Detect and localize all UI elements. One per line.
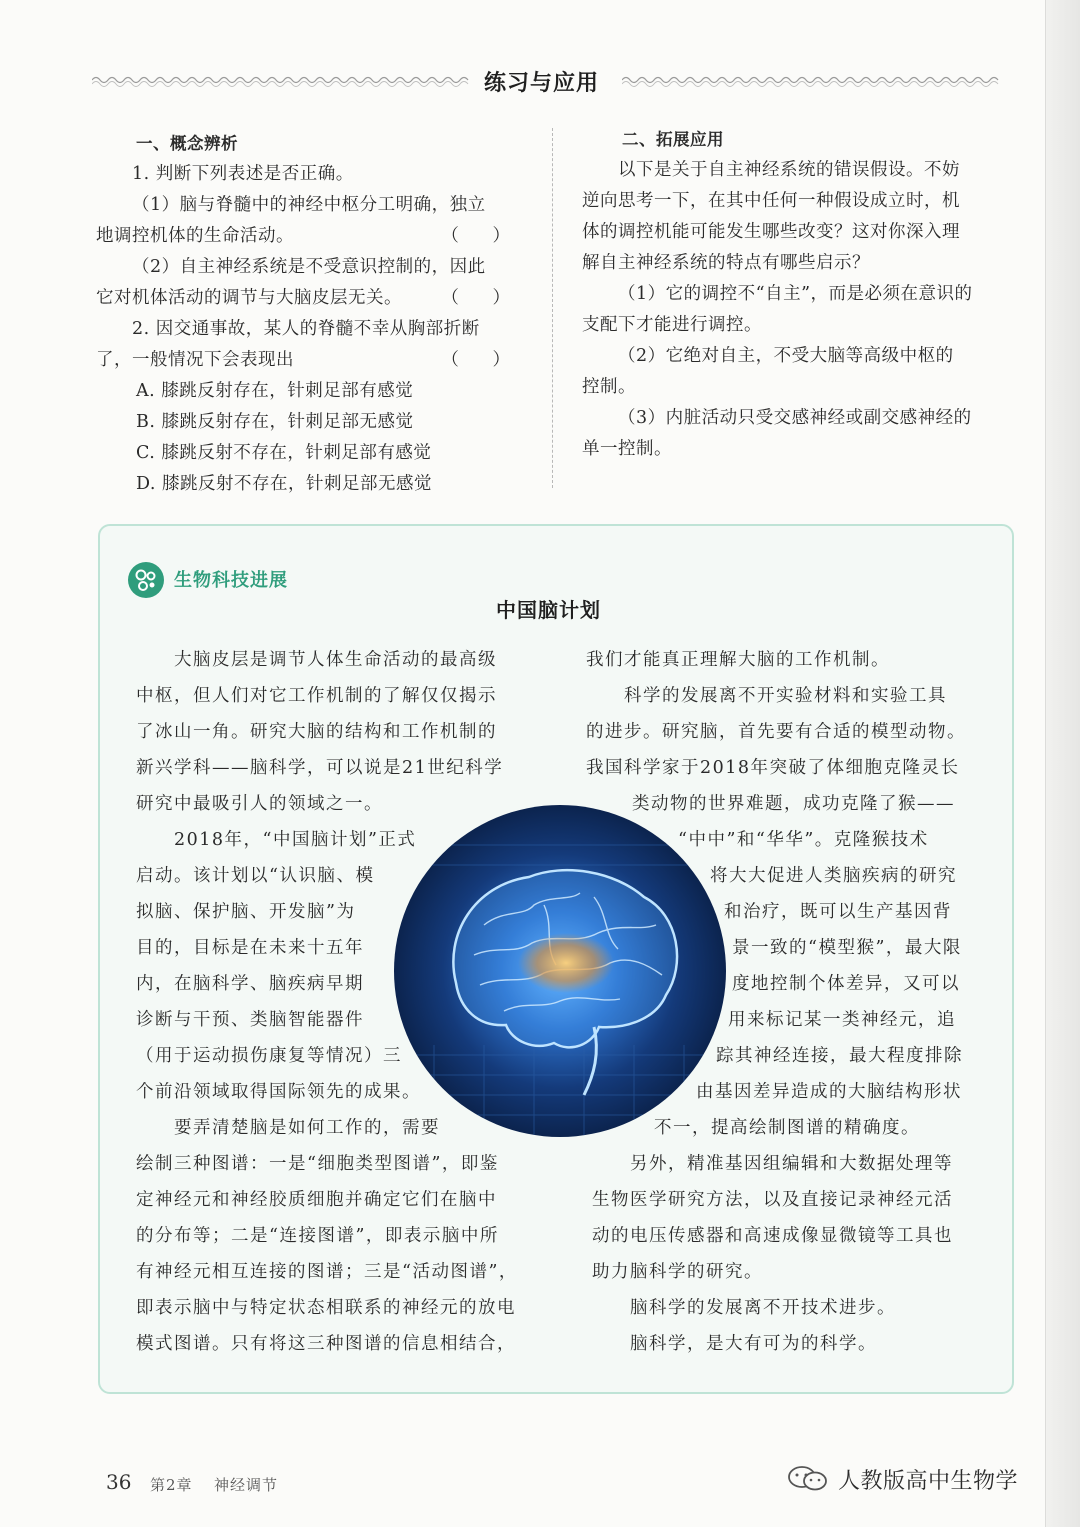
article-right-line: 的进步。研究脑，首先要有合适的模型动物。 (586, 722, 966, 742)
article-left-line: 新兴学科——脑科学，可以说是21世纪科学 (136, 758, 504, 778)
article-right-line: 度地控制个体差异，又可以 (732, 974, 960, 994)
article-right-line: 我们才能真正理解大脑的工作机制。 (586, 650, 890, 670)
option-b: B. 膝跳反射存在，针刺足部无感觉 (136, 412, 414, 432)
article-left-line: 目的，目标是在未来十五年 (136, 938, 364, 958)
question-1b-line2: 它对机体活动的调节与大脑皮层无关。 (96, 288, 402, 308)
article-left-line: 绘制三种图谱：一是“细胞类型图谱”，即鉴 (136, 1154, 499, 1174)
article-left-line: 了冰山一角。研究大脑的结构和工作机制的 (136, 722, 497, 742)
section-label: 神经调节 (214, 1476, 279, 1494)
concept-analysis-section (96, 128, 526, 500)
page-edge (1045, 0, 1080, 1527)
article-right-line: 另外，精准基因组编辑和大数据处理等 (592, 1154, 953, 1174)
article-right-line: 和治疗，既可以生产基因背 (724, 902, 952, 922)
option-c: C. 膝跳反射不存在，针刺足部有感觉 (136, 443, 432, 463)
article-right-line: 类动物的世界难题，成功克隆了猴—— (632, 794, 955, 814)
article-left-line: 要弄清楚脑是如何工作的，需要 (136, 1118, 440, 1138)
answer-blank-2: （ ） (441, 350, 524, 370)
article-right-line: 科学的发展离不开实验材料和实验工具 (586, 686, 947, 706)
extension-intro-line3: 体的调控机能可能发生哪些改变？这对你深入理 (582, 222, 960, 242)
article-left-line: 个前沿领域取得国际领先的成果。 (136, 1082, 421, 1102)
question-1b-line1: （2）自主神经系统是不受意识控制的，因此 (132, 257, 486, 277)
article-left-line: 内，在脑科学、脑疾病早期 (136, 974, 364, 994)
question-1a-line2-row (96, 221, 526, 252)
article-left-text (136, 642, 518, 1362)
article-right-line: 景一致的“模型猴”，最大限 (732, 938, 962, 958)
chapter-label: 第2章 (150, 1476, 193, 1494)
hypothesis-2-line1: （2）它绝对自主，不受大脑等高级中枢的 (618, 346, 954, 366)
question-1a-line2: 地调控机体的生命活动。 (96, 226, 294, 246)
article-left-line: 中枢，但人们对它工作机制的了解仅仅揭示 (136, 686, 497, 706)
article-left-line: 启动。该计划以“认识脑、模 (136, 866, 375, 886)
hypothesis-1-line1: （1）它的调控不“自主”，而是必须在意识的 (618, 284, 973, 304)
article-right-line: “中中”和“华华”。克隆猴技术 (678, 830, 929, 850)
extension-intro-line4: 解自主神经系统的特点有哪些启示？ (582, 253, 870, 273)
article-left-line: 模式图谱。只有将这三种图谱的信息相结合， (136, 1334, 516, 1354)
page-number: 36 (106, 1470, 132, 1494)
article-right-line: 由基因差异造成的大脑结构形状 (696, 1082, 962, 1102)
option-d: D. 膝跳反射不存在，针刺足部无感觉 (136, 474, 433, 494)
article-right-line: 将大大促进人类脑疾病的研究 (710, 866, 957, 886)
header-wave-left (92, 70, 472, 90)
hypothesis-3-line2: 单一控制。 (582, 439, 672, 459)
wechat-icon (786, 1464, 830, 1492)
biotech-icon (128, 562, 164, 598)
article-right-line: 踪其神经连接，最大程度排除 (716, 1046, 963, 1066)
article-right-line: 不一，提高绘制图谱的精确度。 (654, 1118, 920, 1138)
question-1a-line1: （1）脑与脊髓中的神经中枢分工明确，独立 (132, 195, 486, 215)
section-title: 练习与应用 (484, 71, 600, 96)
extension-intro-line1: 以下是关于自主神经系统的错误假设。不妨 (618, 160, 960, 180)
question-2-line2-row (96, 345, 526, 376)
article-left-line: 拟脑、保护脑、开发脑”为 (136, 902, 356, 922)
article-right-line: 动的电压传感器和高速成像显微镜等工具也 (592, 1226, 953, 1246)
question-1: 1. 判断下列表述是否正确。 (132, 164, 354, 184)
extension-section (582, 124, 1010, 465)
concept-analysis-heading: 一、概念辨析 (136, 134, 238, 153)
extension-intro-line2: 逆向思考一下，在其中任何一种假设成立时，机 (582, 191, 960, 211)
article-right-line: 脑科学，是大有可为的科学。 (592, 1334, 877, 1354)
hypothesis-3-line1: （3）内脏活动只受交感神经或副交感神经的 (618, 408, 972, 428)
article-right-line: 生物医学研究方法，以及直接记录神经元活 (592, 1190, 953, 1210)
article-left-line: 即表示脑中与特定状态相联系的神经元的放电 (136, 1298, 516, 1318)
header-wave-right (622, 70, 1004, 90)
article-left-line: 诊断与干预、类脑智能器件 (136, 1010, 364, 1030)
article-left-line: 大脑皮层是调节人体生命活动的最高级 (136, 650, 497, 670)
article-right-text (586, 642, 966, 1362)
article-left-line: （用于运动损伤康复等情况）三 (136, 1046, 402, 1066)
article-left-line: 定神经元和神经胶质细胞并确定它们在脑中 (136, 1190, 497, 1210)
hypothesis-1-line2: 支配下才能进行调控。 (582, 315, 762, 335)
question-1b-line2-row (96, 283, 526, 314)
article-left-line: 研究中最吸引人的领域之一。 (136, 794, 383, 814)
column-divider (552, 128, 553, 488)
article-left-line: 的分布等；二是“连接图谱”，即表示脑中所 (136, 1226, 499, 1246)
article-right-line: 脑科学的发展离不开技术进步。 (592, 1298, 896, 1318)
question-2-line2: 了，一般情况下会表现出 (96, 350, 294, 370)
article-right-line: 用来标记某一类神经元，追 (728, 1010, 956, 1030)
article-right-line: 助力脑科学的研究。 (592, 1262, 763, 1282)
biotech-label: 生物科技进展 (174, 570, 288, 591)
watermark-text: 人教版高中生物学 (838, 1469, 1019, 1494)
article-left-line: 2018年，“中国脑计划”正式 (136, 830, 417, 850)
option-a: A. 膝跳反射存在，针刺足部有感觉 (136, 381, 414, 401)
extension-heading: 二、拓展应用 (622, 130, 724, 149)
article-left-line: 有神经元相互连接的图谱；三是“活动图谱”， (136, 1262, 518, 1282)
answer-blank-1b: （ ） (441, 288, 524, 308)
question-2-line1: 2. 因交通事故，某人的脊髓不幸从胸部折断 (132, 319, 480, 339)
article-right-line: 我国科学家于2018年突破了体细胞克隆灵长 (586, 758, 960, 778)
article-title: 中国脑计划 (496, 598, 601, 622)
answer-blank-1a: （ ） (441, 226, 524, 246)
hypothesis-2-line2: 控制。 (582, 377, 636, 397)
